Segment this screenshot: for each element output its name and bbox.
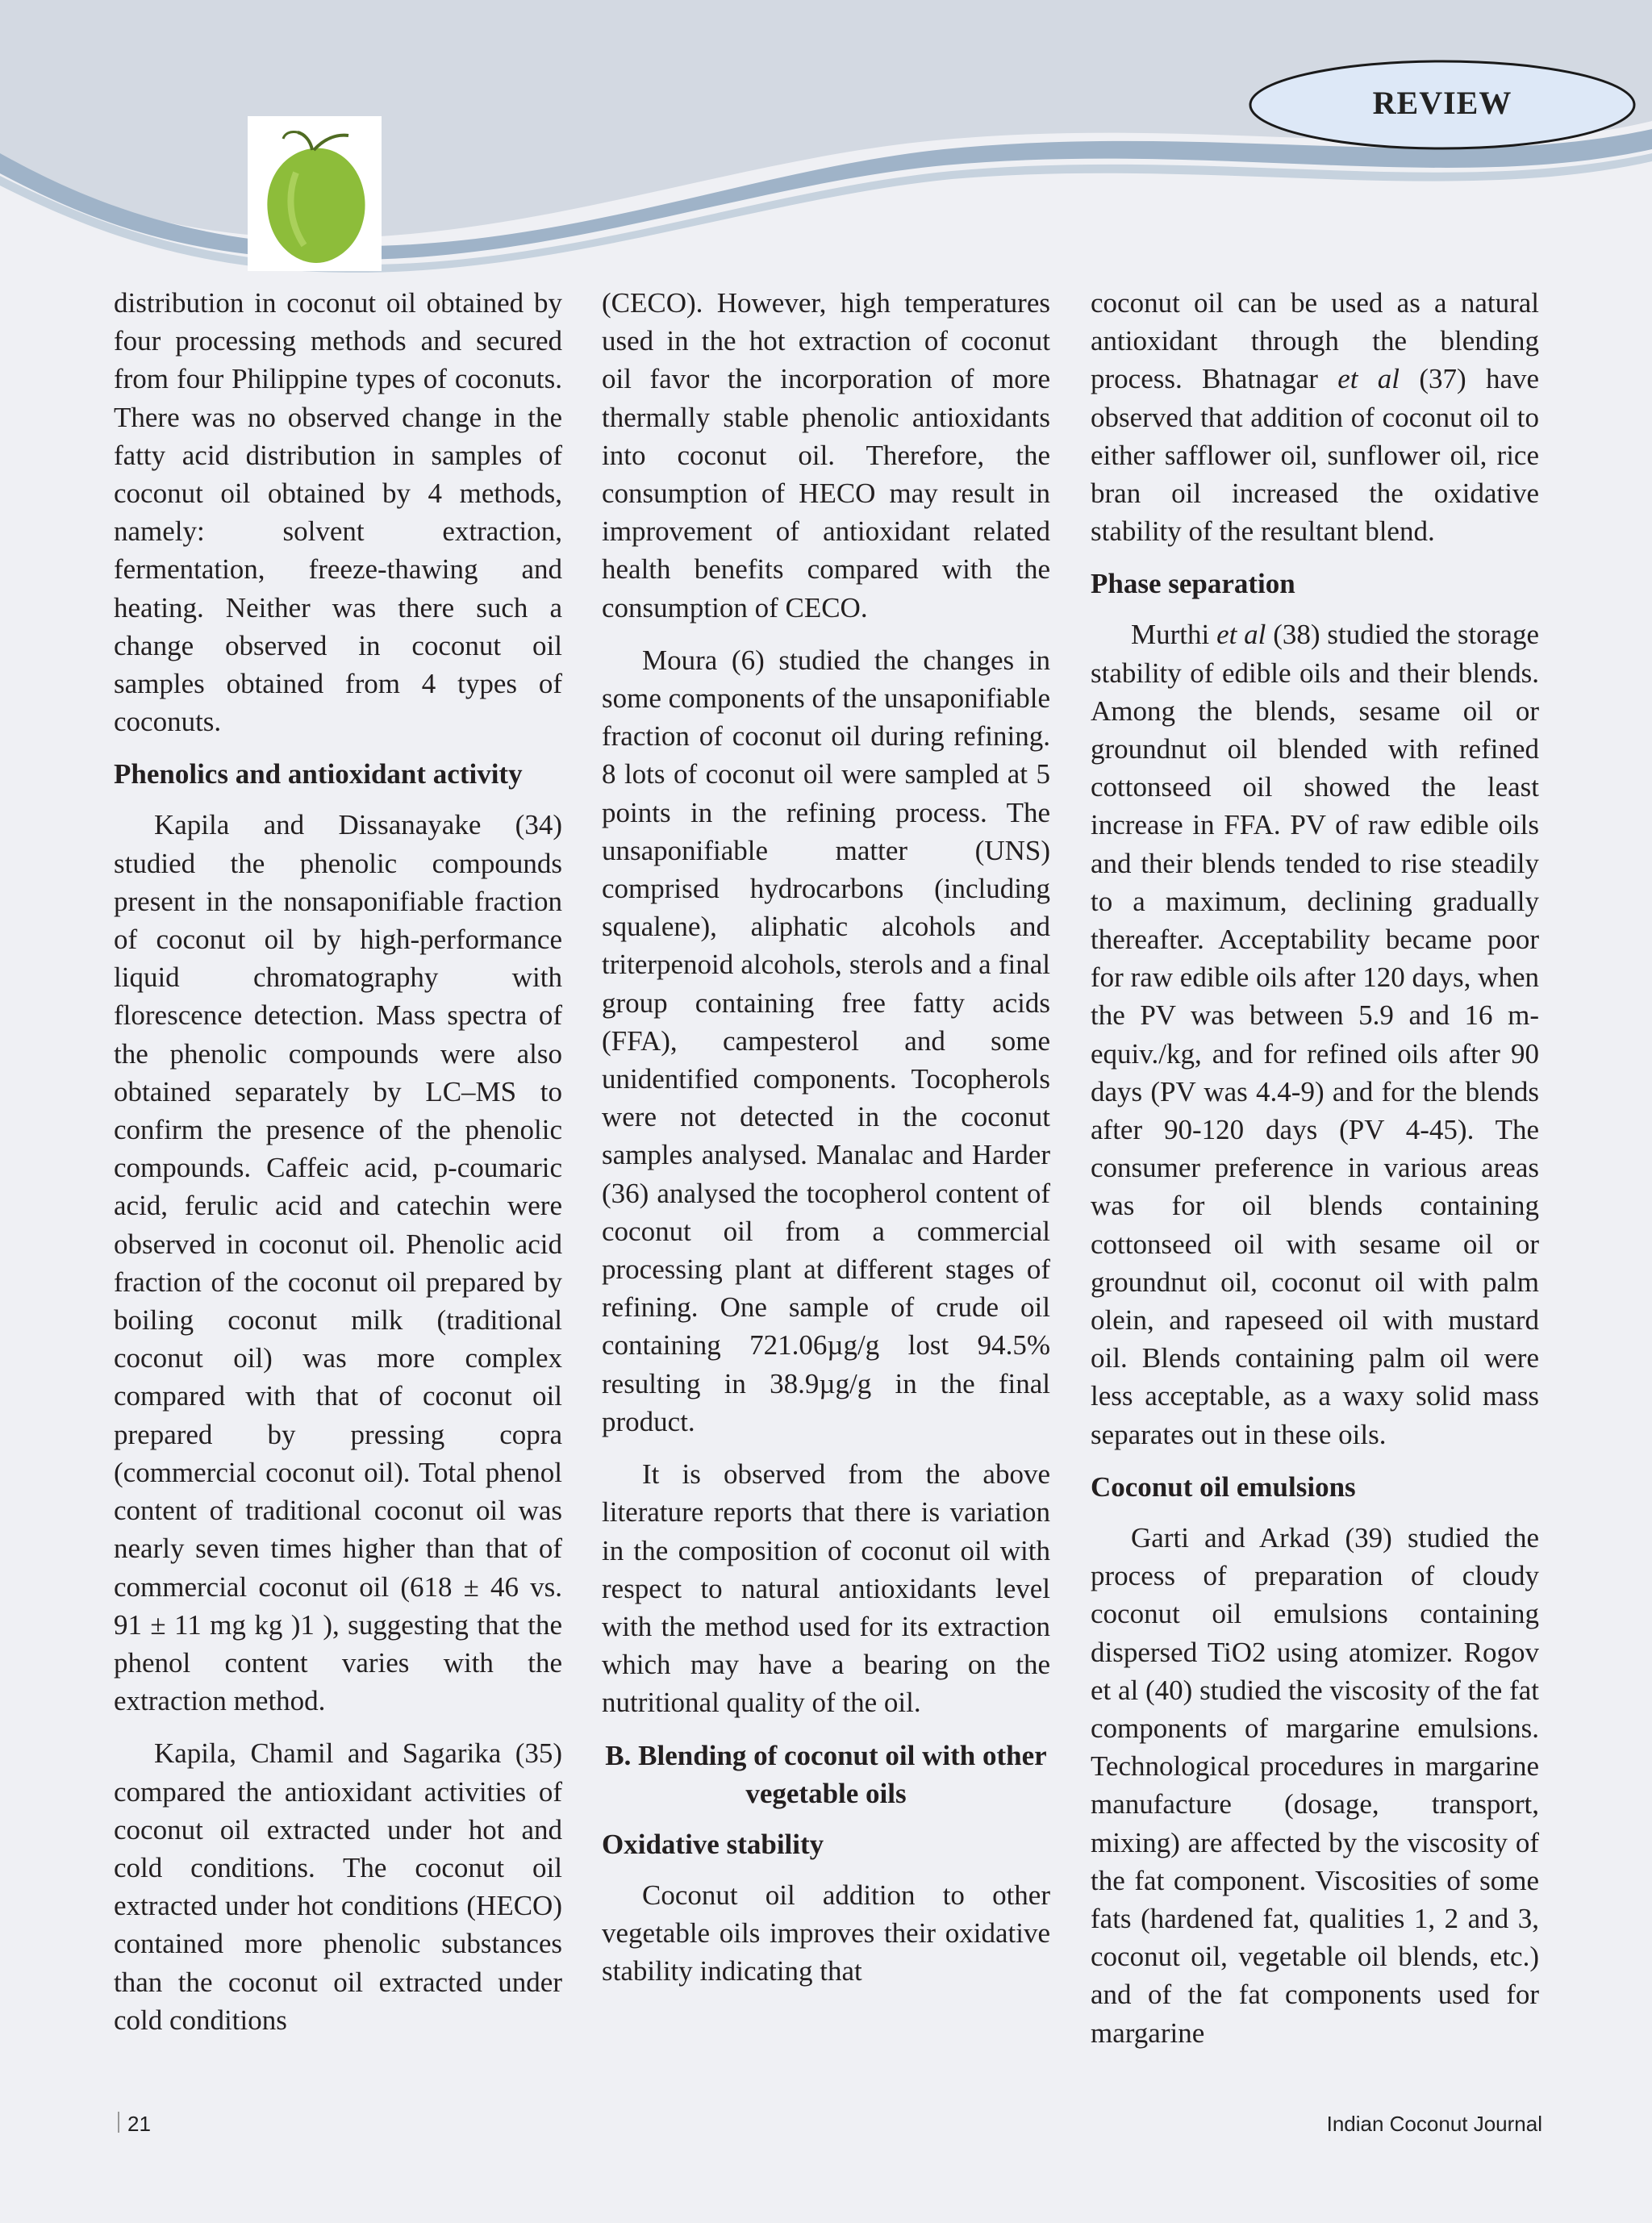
heading-oxidative-stability: Oxidative stability (602, 1828, 824, 1860)
column-right (1091, 284, 1539, 2067)
paragraph: It is observed from the above literature reports that there is variation in the composition of coconut oil with respect to natural antioxidants level with the method used for its extraction which may have a bearing on the nutritional quality of the oil. (602, 1458, 1050, 1719)
page-number: 21 (127, 2112, 151, 2136)
text-run: coconut oil can be used as a natural antioxidant through the blending process. Bhatnagar (1091, 287, 1539, 395)
column-left (114, 284, 562, 2054)
heading-blending: B. Blending of coconut oil with other vegetable oils (605, 1739, 1047, 1809)
paragraph: Kapila and Dissanayake (34) studied the phenolic compounds present in the nonsaponifiable fraction of coconut oil by high-performance liquid chromatography with florescence detection. Mass spectra of the phenolic compounds were also obtained separately by LC–MS to confirm the presence of the phenolic compounds. Caffeic acid, p-coumaric acid, ferulic acid and catechin were observed in coconut oil. Phenolic acid fraction of the coconut oil prepared by boiling coconut milk (traditional coconut oil) was more complex compared with that of coconut oil prepared by pressing copra (commercial coconut oil). Total phenol content of traditional coconut oil was nearly seven times higher than that of commercial coconut oil (618 ± 46 vs. 91 ± 11 mg kg )1 ), suggesting that the phenol content varies with the extraction method. (114, 809, 562, 1717)
paragraph: Kapila, Chamil and Sagarika (35) compared the antioxidant activities of coconut oil extracted under hot and cold conditions. The coconut oil extracted under hot conditions (HECO) contained more phenolic substances than the coconut oil extracted under cold conditions (114, 1737, 562, 2036)
paragraph: Moura (6) studied the changes in some components of the unsaponifiable fraction of coconut oil during refining. 8 lots of coconut oil were sampled at 5 points in the refining process. The unsaponifiable matter (UNS) comprised hydrocarbons (including squalene), aliphatic alcohols and triterpenoid alcohols, sterols and a final group containing free fatty acids (FFA), campesterol and some unidentified components. Tocopherols were not detected in the coconut samples analysed. Manalac and Harder (36) analysed the tocopherol content of coconut oil from a commercial processing plant at different stages of refining. One sample of crude oil containing 721.06µg/g lost 94.5% resulting in 38.9µg/g in the final product. (602, 644, 1050, 1437)
heading-coconut-oil-emulsions: Coconut oil emulsions (1091, 1470, 1356, 1503)
paragraph: Coconut oil addition to other vegetable oils improves their oxidative stability indicating that (602, 1879, 1050, 1987)
text-run-italic: et al (1337, 363, 1400, 395)
paragraph (1091, 284, 1539, 550)
paragraph: distribution in coconut oil obtained by four processing methods and secured from four Philippine types of coconuts. There was no observed change in the fatty acid distribution in samples of coconut oil obtained by 4 methods, namely: solvent extraction, fermentation, freeze-thawing and heating. Neither was there such a change observed in coconut oil samples obtained from 4 types of coconuts. (114, 287, 562, 738)
column-middle (602, 284, 1050, 2004)
paragraph: (CECO). However, high temperatures used in the hot extraction of coconut oil favor the incorporation of more thermally stable phenolic antioxidants into coconut oil. Therefore, the consumption of HECO may result in improvement of antioxidant related health benefits compared with the consumption of CECO. (602, 287, 1050, 624)
paragraph (1091, 615, 1539, 1453)
heading-phenolics: Phenolics and antioxidant activity (114, 758, 523, 790)
text-run-italic: et al (1216, 619, 1266, 651)
footer-divider (118, 2112, 119, 2133)
coconut-logo (248, 116, 382, 271)
heading-phase-separation: Phase separation (1091, 568, 1295, 600)
text-run: (38) studied the storage stability of edible oils and their blends. Among the blends, sesame oil or groundnut oil blended with refined cottonseed oil showed the least increase in FFA. PV of raw edible oils and their blends tended to rise steadily to a maximum, declining gradually thereafter. Acceptability became poor for raw edible oils after 120 days, when the PV was between 5.9 and 16 m-equiv./kg, and for refined oils after 90 days (PV was 4.4-9) and for the blends after 90-120 days (PV 4-45). The consumer preference in various areas was for oil blends containing cottonseed oil with sesame oil or groundnut oil, coconut oil with palm olein, and rapeseed oil with mustard oil. Blends containing palm oil were less acceptable, as a waxy solid mass separates out in these oils. (1091, 619, 1540, 1450)
text-run: Murthi (1131, 619, 1217, 651)
text-run: (37) have observed that addition of coconut oil to either safflower oil, sunflower oil, rice bran oil increased the oxidative stability of the resultant blend. (1091, 363, 1540, 548)
section-label: REVIEW (1372, 85, 1512, 121)
paragraph: Garti and Arkad (39) studied the process of preparation of cloudy coconut oil emulsions containing dispersed TiO2 using atomizer. Rogov et al (40) studied the viscosity of the fat components of margarine emulsions. Technological procedures in margarine manufacture (dosage, transport, mixing) are affected by the viscosity of the fat component. Viscosities of some fats (hardened fat, qualities 1, 2 and 3, coconut oil, vegetable oil blends, etc.) and of the fat components used for margarine (1091, 1521, 1539, 2049)
journal-name: Indian Coconut Journal (1326, 2112, 1542, 2136)
